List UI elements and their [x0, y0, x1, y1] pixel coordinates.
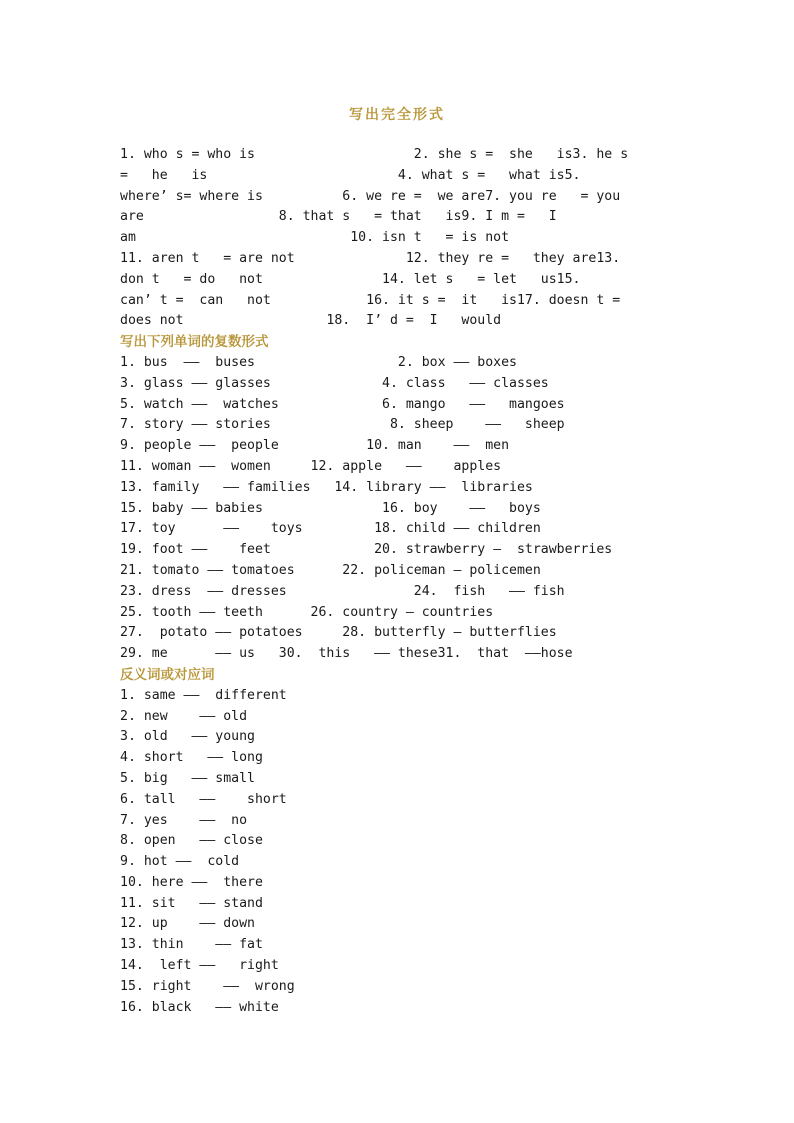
section-plural-forms [120, 332, 676, 665]
text-line: 3. glass —— glasses 4. class —— classes [120, 375, 549, 391]
text-line: 11. sit —— stand [120, 895, 263, 911]
text-line: 7. yes —— no [120, 812, 248, 828]
text-line: 1. who s = who is 2. she s = she is3. he s [120, 147, 629, 162]
section-antonyms [120, 665, 676, 1019]
text-line: are 8. that s = that is9. I m = I [120, 209, 557, 225]
text-line: 16. black —— white [120, 999, 279, 1015]
text-line: 15. right —— wrong [120, 978, 295, 994]
text-line: 9. hot —— cold [120, 854, 240, 870]
text-line: 4. short —— long [120, 750, 263, 766]
text-line: 13. thin —— fat [120, 937, 263, 953]
text-line: 21. tomato —— tomatoes 22. policeman — policemen [120, 562, 541, 578]
text-line: 10. here —— there [120, 874, 263, 890]
text-line: 11. aren t = are not 12. they re = they are13. [120, 250, 621, 266]
text-line: 23. dress —— dresses 24. fish —— fish [120, 583, 565, 599]
text-line: 13. family —— families 14. library —— libraries [120, 479, 533, 495]
document-body [120, 145, 676, 1018]
text-line: where’ s= where is 6. we re = we are7. you re = you [120, 188, 621, 204]
text-line: 15. baby —— babies 16. boy —— boys [120, 500, 541, 516]
text-line: 3. old —— young [120, 729, 255, 745]
text-line: don t = do not 14. let s = let us15. [120, 271, 581, 287]
text-line: 29. me —— us 30. this —— these31. that ——hose [120, 646, 573, 662]
text-line: 27. potato —— potatoes 28. butterfly — butterflies [120, 625, 557, 641]
section-heading: 反义词或对应词 [120, 666, 215, 683]
text-line: 1. same —— different [120, 687, 287, 703]
page-title: 写出完全形式 [349, 107, 445, 123]
text-line: can’ t = can not 16. it s = it is17. doesn t = [120, 292, 621, 308]
text-line: 11. woman —— women 12. apple —— apples [120, 458, 502, 474]
text-line: 5. big —— small [120, 770, 255, 786]
text-line: 7. story —— stories 8. sheep —— sheep [120, 417, 565, 433]
text-line: 19. foot —— feet 20. strawberry — strawberries [120, 542, 613, 558]
text-line: 8. open —— close [120, 833, 263, 849]
text-line: 25. tooth —— teeth 26. country — countries [120, 604, 494, 620]
text-line: 1. bus —— buses 2. box —— boxes [120, 354, 517, 370]
text-line: 12. up —— down [120, 916, 255, 932]
section-heading: 写出下列单词的复数形式 [120, 334, 269, 351]
text-line: am 10. isn t = is not [120, 230, 510, 246]
text-line: 2. new —— old [120, 708, 248, 724]
section-full-forms [120, 145, 676, 332]
text-line: 17. toy —— toys 18. child —— children [120, 521, 541, 537]
text-line: 14. left —— right [120, 958, 279, 974]
text-line: 9. people —— people 10. man —— men [120, 438, 510, 454]
text-line: 5. watch —— watches 6. mango —— mangoes [120, 396, 565, 412]
text-line: = he is 4. what s = what is5. [120, 167, 581, 183]
text-line: does not 18. I’ d = I would [120, 313, 502, 329]
text-line: 6. tall —— short [120, 791, 287, 807]
